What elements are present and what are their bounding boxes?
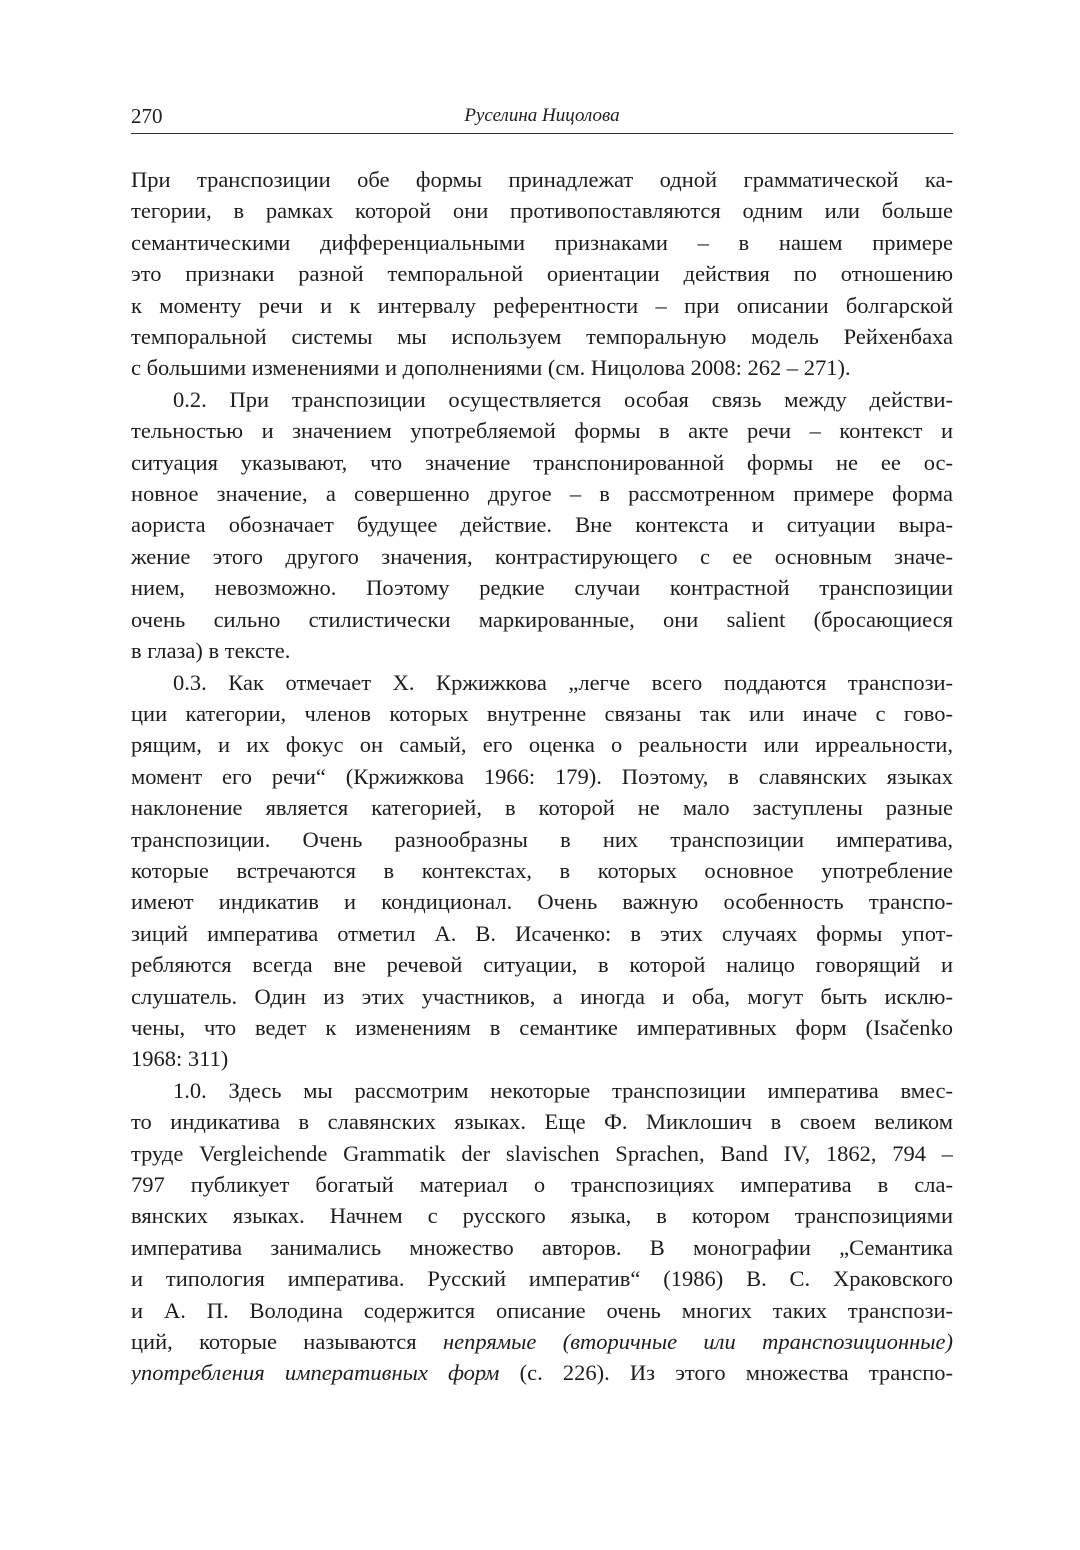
text-line: и А. П. Володина содержится описание очень многих таких транспози- [131, 1297, 953, 1323]
text-line: 0.2. При транспозиции осуществляется особая связь между действи- [173, 386, 953, 412]
text-line: ции категории, членов которых внутренне связаны так или иначе с гово- [131, 700, 953, 726]
text-line: наклонение является категорией, в которой не мало заступлены разные [131, 795, 953, 821]
text-line: 797 публикует богатый материал о транспозициях императива в сла- [131, 1172, 953, 1197]
text-line: ребляются всегда вне речевой ситуации, в которой налицо говорящий и [131, 952, 953, 978]
text-line: с большими изменениями и дополнениями (см. Ницолова 2008: 262 – 271). [131, 355, 851, 381]
italic-text-run: непрямые (вторичные или транспозиционные) [442, 1329, 953, 1355]
text-line: тельностью и значением употребляемой формы в акте речи – контекст и [131, 418, 953, 444]
text-line: имеют индикатив и кондиционал. Очень важную особенность транспо- [131, 889, 953, 915]
text-line: 1968: 311) [131, 1046, 229, 1072]
text-line: и типология императива. Русский императив“ (1986) В. С. Храковского [131, 1266, 953, 1292]
running-head: Руселина Ницолова [464, 105, 620, 126]
text-line: рящим, и их фокус он самый, его оценка о реальности или ирреальности, [131, 732, 953, 758]
page-header [131, 99, 953, 134]
text-line: 1.0. Здесь мы рассмотрим некоторые транспозиции императива вмес- [173, 1077, 953, 1103]
text-run: ций, которые называются [131, 1329, 443, 1355]
text-line: ситуация указывают, что значение транспонированной формы не ее ос- [131, 449, 953, 475]
text-line: жение этого другого значения, контрастирующего с ее основным значе- [131, 543, 953, 569]
text-line [131, 1357, 953, 1388]
text-line [131, 1326, 953, 1357]
text-line: 0.3. Как отмечает Х. Кржижкова „легче всего поддаются транспози- [173, 669, 953, 695]
text-line: темпоральной системы мы используем темпоральную модель Рейхенбаха [131, 324, 953, 350]
text-line: чены, что ведет к изменениям в семантике императивных форм (Isačenko [131, 1014, 953, 1040]
text-line: новное значение, а совершенно другое – в рассмотренном примере форма [131, 481, 953, 507]
text-line: императива занимались множество авторов. В монографии „Семантика [131, 1234, 953, 1260]
text-line: При транспозиции обе формы принадлежат одной грамматической ка- [131, 167, 953, 192]
text-line: транспозиции. Очень разнообразны в них транспозиции императива, [131, 826, 953, 852]
text-line: семантическими дифференциальными признаками – в нашем примере [131, 229, 953, 255]
text-line: к моменту речи и к интервалу референтности – при описании болгарской [131, 292, 953, 318]
text-line: вянских языках. Начнем с русского языка, в котором транспозициями [131, 1203, 953, 1229]
text-line: зиций императива отметил А. В. Исаченко: в этих случаях формы упот- [131, 920, 953, 946]
body-text [131, 164, 953, 1389]
text-line: нием, невозможно. Поэтому редкие случаи контрастной транспозиции [131, 575, 953, 601]
text-run: (с. 226). Из этого множества транспо- [499, 1360, 953, 1386]
text-line: это признаки разной темпоральной ориентации действия по отношению [131, 261, 953, 287]
text-line: слушатель. Один из этих участников, а иногда и оба, могут быть исклю- [131, 983, 953, 1009]
text-line: тегории, в рамках которой они противопоставляются одним или больше [131, 198, 953, 224]
text-line: аориста обозначает будущее действие. Вне контекста и ситуации выра- [131, 512, 953, 538]
page-number: 270 [131, 104, 163, 128]
text-line: очень сильно стилистически маркированные, они salient (бросающиеся [131, 606, 953, 632]
text-line: то индикатива в славянских языках. Еще Ф. Миклошич в своем великом [131, 1109, 953, 1135]
text-line: труде Vergleichende Grammatik der slavischen Sprachen, Band IV, 1862, 794 – [131, 1140, 953, 1166]
text-line: которые встречаются в контекстах, в которых основное употребление [131, 857, 953, 883]
italic-text-run: употребления императивных форм [131, 1360, 500, 1386]
text-line: в глаза) в тексте. [131, 638, 291, 664]
text-line: момент его речи“ (Кржижкова 1966: 179). Поэтому, в славянских языках [131, 763, 953, 789]
